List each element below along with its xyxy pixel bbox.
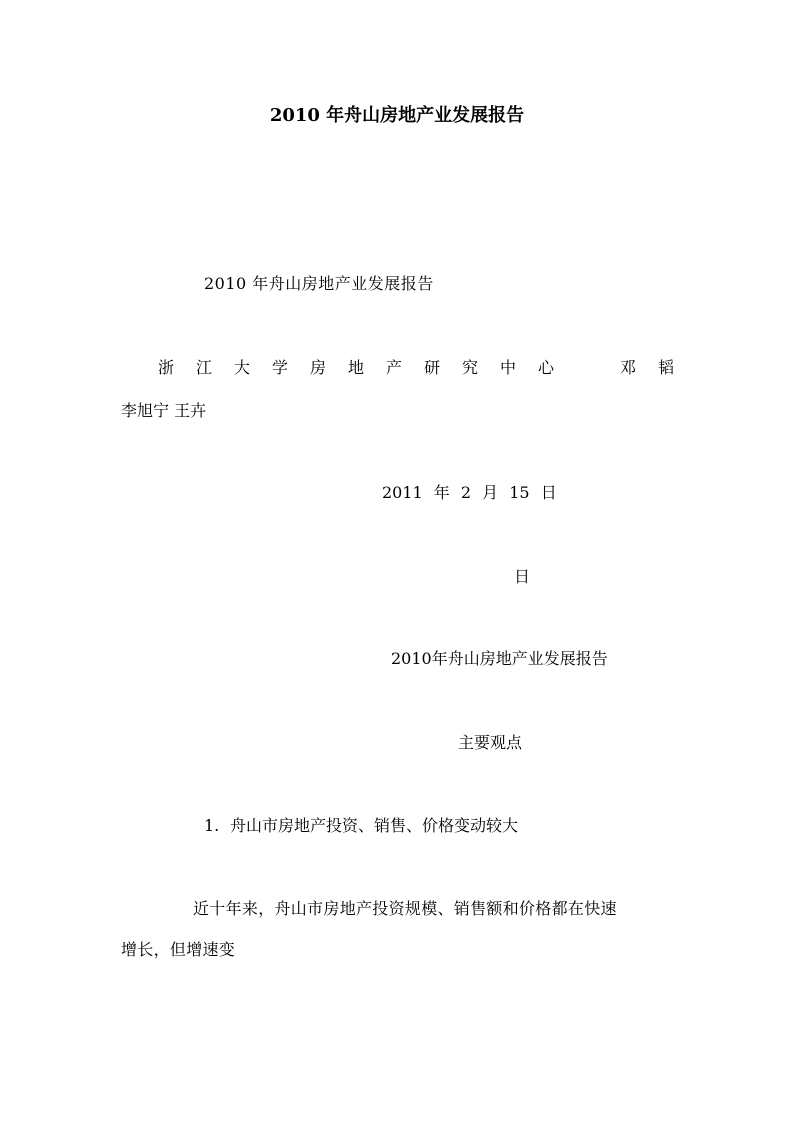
section-heading: 主要观点	[458, 733, 523, 752]
document-title: 2010 年舟山房地产业发展报告	[269, 105, 525, 126]
key-point-1	[204, 816, 518, 836]
paragraph-line-1: 近十年来，舟山市房地产投资规模、销售额和价格都在快速	[193, 899, 617, 918]
key-point-text: 舟山市房地产投资、销售、价格变动较大	[230, 816, 519, 835]
key-point-number: 1.	[204, 816, 220, 835]
report-subtitle: 2010年舟山房地产业发展报告	[391, 649, 608, 668]
date-day-fragment: 日	[514, 567, 531, 586]
author-names: 李旭宁 王卉	[121, 401, 207, 420]
paragraph-line-2: 增长，但增速变	[121, 940, 236, 959]
report-date: 2011 年 2 月 15 日	[382, 483, 557, 502]
cover-title: 2010 年舟山房地产业发展报告	[204, 274, 434, 293]
author-organization: 浙江大学房地产研究中心	[158, 358, 577, 377]
author-name-deng: 邓韬	[620, 358, 697, 377]
